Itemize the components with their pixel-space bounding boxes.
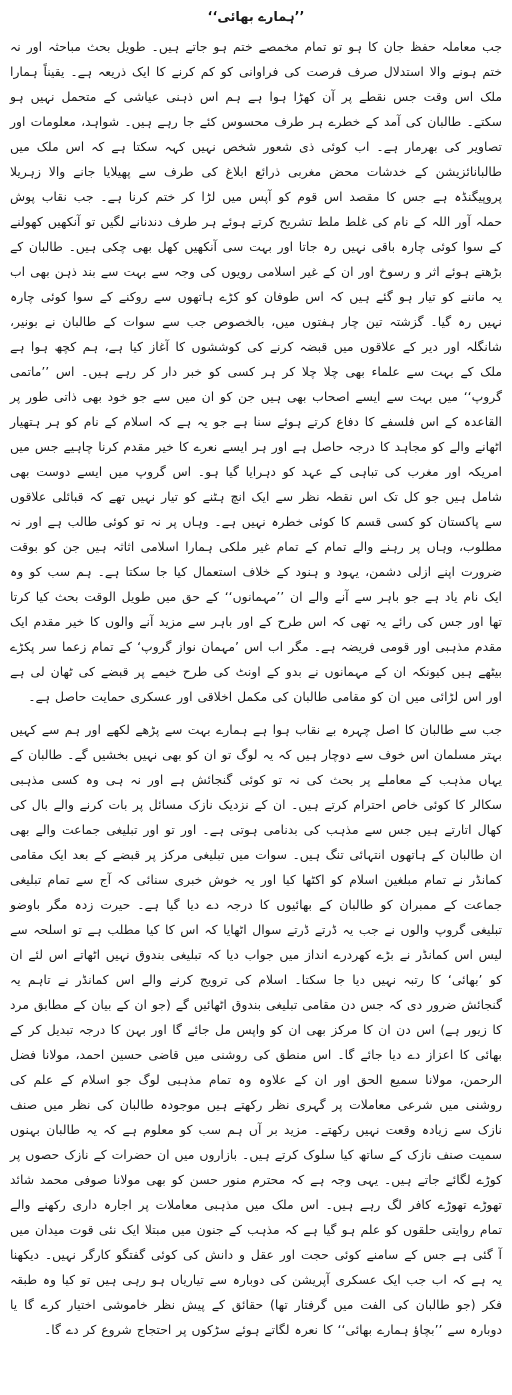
column-title: ’’ہمارے بھائی‘‘ (207, 10, 305, 25)
paragraph-1: جب معاملہ حفظ جان کا ہو تو تمام مخمصے ختم ہو جاتے ہیں۔ طویل بحث مباحثہ اور نہ ختم ہونے والا استدلال صرف فرصت کی فراوانی کو کم کرنے کا ایک ذریعہ ہے۔ یقیناً ہمارا ملک اس وقت جس نقطے پر آن کھڑا ہوا ہے ہم اس ذہنی عیاشی کے متحمل نہیں ہو سکتے۔ طالبان کی آمد کے خطرے ہر طرف محسوس کئے جا رہے ہیں۔ شواہد، معلومات اور تصاویر کی بھرمار ہے۔ اب کوئی ذی شعور شخص نہیں کہہ سکتا ہے کہ اس ملک میں طالبانائزیشن کے خدشات محض مغربی ذرائع ابلاغ کی طرف سے پھیلایا جانے والا زہریلا پروپیگنڈہ ہے جس کا مقصد اس قوم کو آپس میں لڑا کر ختم کرنا ہے۔ جب نقاب پوش حملہ آور اللہ کے نام کی غلط ملط تشریح کرتے ہوئے ہر طرف دندنانے لگیں تو آنکھیں کھولنے کے سوا کوئی چارہ باقی نہیں رہ جاتا اور بہت سی آنکھیں کھل بھی چکی ہیں۔ طالبان کے بڑھتے ہوئے اثر و رسوخ اور ان کے غیر اسلامی رویوں کی وجہ سے بہت سے بند ذہن بھی اب یہ ماننے کو تیار ہو گئے ہیں کہ اس طوفان کو کڑے ہاتھوں سے روکنے کے سوا کوئی چارہ نہیں رہ گیا۔ گزشتہ تین چار ہفتوں میں، بالخصوص جب سے سوات کے طالبان نے بونیر، شانگلہ اور دیر کے علاقوں میں قبضہ کرنے کی کوششوں کا آغاز کیا ہے، ہم کچھ ہوا ہے ملک کے بہت سے علماء بھی چلا چلا کر ہر کسی کو خبر دار کر رہے ہیں۔ اس ’’ماتمی گروپ‘‘ میں بہت سے ایسے اصحاب بھی ہیں جن کو ان میں سے جو خود بھی ذاتی طور پر القاعدہ کے اس فلسفے کا دفاع کرتے ہوئے سنا ہے جو یہ ہے کہ اسلام کے نام کو ہر ہتھیار اٹھانے والے کو مجاہد کا درجہ حاصل ہے اور ہر ایسے نعرے کا خیر مقدم کرنا چاہیے جس میں امریکہ اور مغرب کی تباہی کے عہد کو دہرایا گیا ہو۔ اس گروپ میں ایسے دوست بھی شامل ہیں جو کل تک اس نقطہ نظر سے ایک انچ ہٹنے کو تیار نہیں تھے کہ قبائلی علاقوں سے پاکستان کو کسی قسم کا کوئی خطرہ نہیں ہے۔ وہاں پر نہ تو کوئی طالب ہے اور نہ مطلوب، وہاں پر رہنے والے تمام کے تمام غیر ملکی ہمارا اسلامی اثاثہ ہیں جن کو بوقت ضرورت اپنے ازلی دشمن، یہود و ہنود کے خلاف استعمال کیا جا سکتا ہے۔ ہم سب کو وہ ایک نام یاد ہے جو باہر سے آنے والے ان ’’مہمانوں‘‘ کے حق میں طویل الوقت بحث کیا کرتا تھا اور جس کی رائے یہ تھی کہ اس طرح کے اور باہر سے مزید آنے والوں کا خیر مقدم ایک مقدم مذہبی اور قومی فریضہ ہے۔ مگر اب اس ’مہمان نواز گروپ‘ کے تمام زعما سر پکڑے بیٹھے ہیں کیونکہ ان کے مہمانوں نے بدو کے اونٹ کی طرح خیمے پر قبضے کی ٹھان لی ہے اور اس لڑائی میں ان کو مقامی طالبان کی مکمل اخلاقی اور عسکری حمایت حاصل ہے۔ (10, 39, 502, 704)
paragraph-2: جب سے طالبان کا اصل چہرہ بے نقاب ہوا ہے ہمارے بہت سے پڑھے لکھے اور ہم سے کہیں بہتر مسلمان اس خوف سے دوچار ہیں کہ یہ لوگ تو ان کو بھی نہیں بخشیں گے۔ طالبان کے یہاں مذہب کے معاملے پر بحث کی نہ تو کوئی گنجائش ہے اور نہ ہی وہ کسی مذہبی سکالر کا کوئی خاص احترام کرتے ہیں۔ ان کے نزدیک نازک مسائل پر بات کرنے والے بال کی کھال اتارتے ہیں جس سے مذہب کی بدنامی ہوتی ہے۔ اور تو اور تبلیغی جماعت والے بھی ان طالبان کے ہاتھوں انتہائی تنگ ہیں۔ سوات میں تبلیغی مرکز پر قبضے کے بعد ایک مقامی کمانڈر نے تمام مبلغین اسلام کو اکٹھا کیا اور یہ خوش خبری سنائی کہ آج سے تمام تبلیغی جماعت کے ممبران کو طالبان کے بھائیوں کا درجہ دے دیا گیا ہے۔ حیرت زدہ مگر باوضو تبلیغی گروپ والوں نے جب یہ ڈرتے ڈرتے سوال اٹھایا کہ اس کا کیا مطلب ہے تو اسلحہ سے لیس اس کمانڈر نے بڑے کھردرے انداز میں جواب دیا کہ تبلیغی بندوق نہیں اٹھاتے اس لئے ان کو ’بھائی‘ کا رتبہ نہیں دیا جا سکتا۔ اسلام کی ترویج کرنے والے اس کمانڈر نے تاہم یہ گنجائش ضرور دی کہ جس دن مقامی تبلیغی بندوق اٹھائیں گے (جو ان کے بیان کے مطابق مرد کا زیور ہے) اس دن ان کا مرکز بھی ان کو واپس مل جائے گا اور بہن کا درجہ تبدیل کر کے بھائی کا اعزاز دے دیا جائے گا۔ اس منطق کی روشنی میں قاضی حسین احمد، مولانا فضل الرحمن، مولانا سمیع الحق اور ان کے علاوہ وہ تمام مذہبی لوگ جو اسلام کے علم کی روشنی میں شرعی معاملات پر گہری نظر رکھتے ہیں موجودہ طالبان کی نظر میں صنف نازک سے زیادہ وقعت نہیں رکھتے۔ مزید بر آں ہم سب کو معلوم ہے کہ یہ طالبان بہنوں سمیت صنف نازک کے ساتھ کیا سلوک کرتے ہیں۔ بازاروں میں ان حضرات کے نازک حصوں پر کوڑے لگائے جاتے ہیں۔ یہی وجہ ہے کہ محترم منور حسن کو بھی مولانا صوفی محمد شائد تھوڑے تھوڑے کافر لگ رہے ہیں۔ اس ملک میں مذہبی معاملات پر اجارہ داری رکھنے والے تمام روایتی حلقوں کو علم ہو گیا ہے کہ مذہب کے جنون میں مبتلا ایک نئی قوت میدان میں آ گئی ہے جس کے سامنے کوئی حجت اور عقل و دانش کی کوئی گفتگو کارگر نہیں۔ دیکھنا یہ ہے کہ اب جب ایک عسکری آپریشن کی دوبارہ سے تیاریاں ہو رہی ہیں تو کیا وہ طبقہ فکر (جو طالبان کی الفت میں گرفتار تھا) حقائق کے پیش نظر خاموشی اختیار کرے گا یا دوبارہ سے ’’بچاؤ ہمارے بھائی‘‘ کا نعرہ لگاتے ہوئے سڑکوں پر احتجاج شروع کر دے گا۔ (10, 722, 502, 1337)
